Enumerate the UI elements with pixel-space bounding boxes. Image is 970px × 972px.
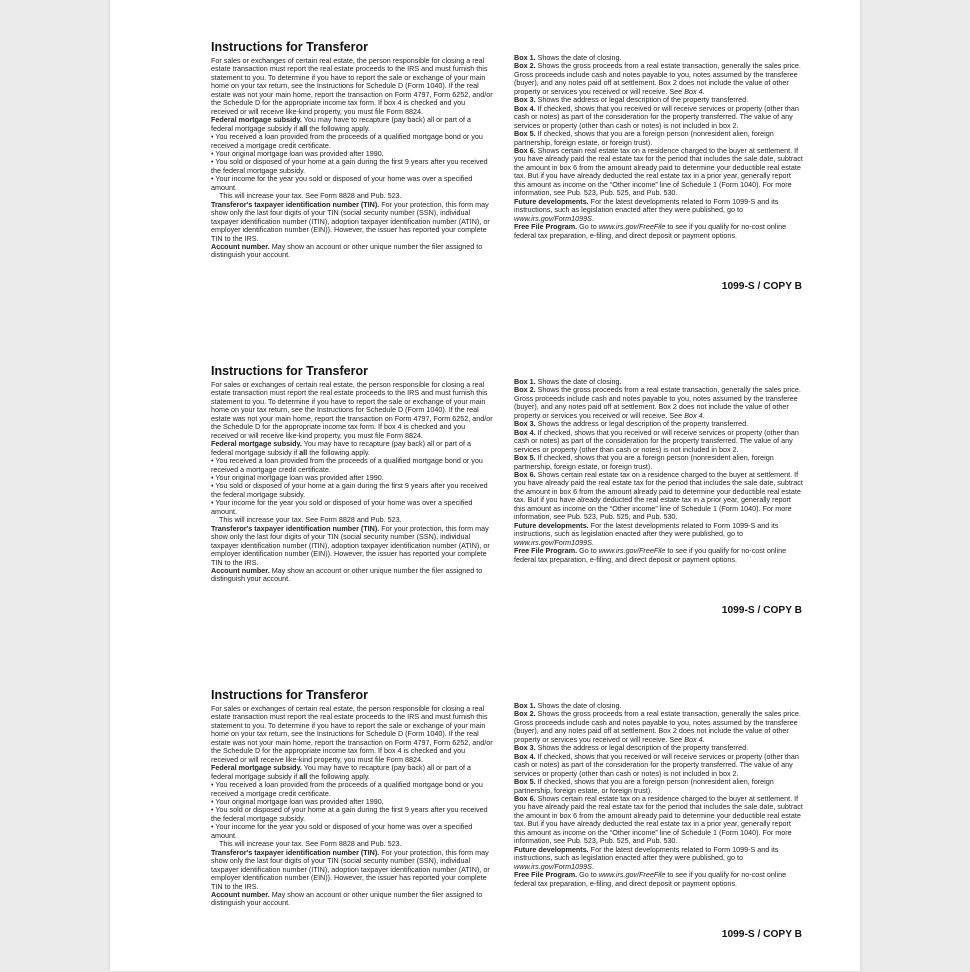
left-column (211, 688, 493, 908)
intro-paragraph: For sales or exchanges of certain real estate, the person responsible for closing a real estate transaction must report the real estate proceeds to the IRS and must furnish this statement to you. To determine if you have to report the sale or exchange of your main home on your tax return, see the Instructions for Schedule D (Form 1040). If the real estate was not your main home, report the transaction on Form 4797, Form 6252, and/or the Schedule D for the appropriate income tax form. If box 4 is checked and you received or will receive like-kind property, you must file Form 8824. (211, 380, 493, 440)
box-3-instruction: Box 3. Shows the address or legal description of the property transferred. (514, 95, 749, 105)
box-1-instruction: Box 1. Shows the date of closing. (514, 701, 622, 710)
future-developments: Future developments. For the latest developments related to Form 1099-S and its instructions, such as legislation enacted after they were published, go to www.irs.gov/Form1099S. (514, 520, 779, 547)
instructions-title: Instructions for Transferor (211, 40, 368, 54)
bullet-item: • You received a loan provided from the proceeds of a qualified mortgage bond or you received a mortgage credit certificate. (211, 132, 483, 150)
box-5-instruction: Box 5. If checked, shows that you are a foreign person (nonresident alien, foreign partnership, foreign estate, or foreign trust). (514, 777, 774, 795)
box-2-instruction: Box 2. Shows the gross proceeds from a real estate transaction, generally the sales price. Gross proceeds include cash and notes payable to you, notes assumed by the transferee (buyer), and any notes paid off at settlement. Box 2 does not include the value of other property or services you received or will receive. See Box 4. (514, 709, 801, 744)
left-column (211, 40, 493, 260)
copy-section (110, 0, 860, 324)
right-column (514, 54, 804, 240)
future-developments: Future developments. For the latest developments related to Form 1099-S and its instructions, such as legislation enacted after they were published, go to www.irs.gov/Form1099S. (514, 844, 779, 871)
bullet-item: • You sold or disposed of your home at a gain during the first 9 years after you received the federal mortgage subsidy. (211, 481, 488, 499)
bullet-item: • Your income for the year you sold or disposed of your home was over a specified amount. (211, 498, 473, 516)
bullet-item: • You received a loan provided from the proceeds of a qualified mortgage bond or you received a mortgage credit certificate. (211, 456, 483, 474)
box-2-instruction: Box 2. Shows the gross proceeds from a real estate transaction, generally the sales price. Gross proceeds include cash and notes payable to you, notes assumed by the transferee (buyer), and any notes paid off at settlement. Box 2 does not include the value of other property or services you received or will receive. See Box 4. (514, 385, 801, 420)
intro-paragraph: For sales or exchanges of certain real estate, the person responsible for closing a real estate transaction must report the real estate proceeds to the IRS and must furnish this statement to you. To determine if you have to report the sale or exchange of your main home on your tax return, see the Instructions for Schedule D (Form 1040). If the real estate was not your main home, report the transaction on Form 4797, Form 6252, and/or the Schedule D for the appropriate income tax form. If box 4 is checked and you received or will receive like-kind property, you must file Form 8824. (211, 704, 493, 764)
increase-tax-note: This will increase your tax. See Form 8828 and Pub. 523. (219, 839, 402, 849)
federal-mortgage-subsidy: Federal mortgage subsidy. You may have to recapture (pay back) all or part of a federal mortgage subsidy if all the following apply. (211, 763, 471, 781)
box-4-instruction: Box 4. If checked, shows that you received or will receive services or property (other than cash or notes) as part of the consideration for the property transferred. The value of any services or property (other than cash or notes) is not included in box 2. (514, 427, 799, 454)
box-6-instruction: Box 6. Shows certain real estate tax on a residence charged to the buyer at settlement. If you have already paid the real estate tax for the period that includes the sale date, subtract the amount in box 6 from the amount already paid to determine your deductible real estate tax. But if you have already deducted the real estate tax in a prior year, generally report this amount as income on the “Other income” line of Schedule 1 (Form 1040). For more information, see Pub. 523, Pub. 525, and Pub. 530. (514, 793, 803, 846)
box-5-instruction: Box 5. If checked, shows that you are a foreign person (nonresident alien, foreign partnership, foreign estate, or foreign trust). (514, 453, 774, 471)
right-column (514, 702, 804, 888)
box-3-instruction: Box 3. Shows the address or legal description of the property transferred. (514, 419, 749, 429)
box-5-instruction: Box 5. If checked, shows that you are a foreign person (nonresident alien, foreign partnership, foreign estate, or foreign trust). (514, 129, 774, 147)
bullet-item: • You sold or disposed of your home at a gain during the first 9 years after you received the federal mortgage subsidy. (211, 157, 488, 175)
copy-label: 1099-S / COPY B (721, 281, 802, 292)
instructions-title: Instructions for Transferor (211, 364, 368, 378)
account-number: Account number. May show an account or other unique number the filer assigned to distinguish your account. (211, 889, 483, 908)
account-number: Account number. May show an account or other unique number the filer assigned to distinguish your account. (211, 241, 483, 260)
right-column (514, 378, 804, 564)
increase-tax-note: This will increase your tax. See Form 8828 and Pub. 523. (219, 515, 402, 525)
box-4-instruction: Box 4. If checked, shows that you received or will receive services or property (other than cash or notes) as part of the consideration for the property transferred. The value of any services or property (other than cash or notes) is not included in box 2. (514, 751, 799, 778)
future-developments: Future developments. For the latest developments related to Form 1099-S and its instructions, such as legislation enacted after they were published, go to www.irs.gov/Form1099S. (514, 196, 779, 223)
box-2-instruction: Box 2. Shows the gross proceeds from a real estate transaction, generally the sales price. Gross proceeds include cash and notes payable to you, notes assumed by the transferee (buyer), and any notes paid off at settlement. Box 2 does not include the value of other property or services you received or will receive. See Box 4. (514, 61, 801, 96)
free-file-program: Free File Program. Go to www.irs.gov/FreeFile to see if you qualify for no-cost online federal tax preparation, e-filing, and direct deposit or payment options. (514, 222, 787, 240)
federal-mortgage-subsidy: Federal mortgage subsidy. You may have to recapture (pay back) all or part of a federal mortgage subsidy if all the following apply. (211, 439, 471, 457)
bullet-item: • You received a loan provided from the proceeds of a qualified mortgage bond or you received a mortgage credit certificate. (211, 780, 483, 798)
box-6-instruction: Box 6. Shows certain real estate tax on a residence charged to the buyer at settlement. If you have already paid the real estate tax for the period that includes the sale date, subtract the amount in box 6 from the amount already paid to determine your deductible real estate tax. But if you have already deducted the real estate tax in a prior year, generally report this amount as income on the “Other income” line of Schedule 1 (Form 1040). For more information, see Pub. 523, Pub. 525, and Pub. 530. (514, 469, 803, 522)
bullet-item: • Your income for the year you sold or disposed of your home was over a specified amount. (211, 174, 473, 192)
transferor-tin: Transferor's taxpayer identification number (TIN). For your protection, this form may show only the last four digits of your TIN (social security number (SSN), individual taxpayer identification number (ITIN), adoption taxpayer identification number (ATIN), or employer identification number (EIN)). However, the issuer has reported your complete TIN to the IRS. (211, 523, 490, 567)
box-4-instruction: Box 4. If checked, shows that you received or will receive services or property (other than cash or notes) as part of the consideration for the property transferred. The value of any services or property (other than cash or notes) is not included in box 2. (514, 103, 799, 130)
bullet-item: • Your original mortgage loan was provided after 1990. (211, 472, 384, 482)
bullet-item: • Your original mortgage loan was provided after 1990. (211, 796, 384, 806)
copy-label: 1099-S / COPY B (721, 605, 802, 616)
left-column (211, 364, 493, 584)
transferor-tin: Transferor's taxpayer identification number (TIN). For your protection, this form may show only the last four digits of your TIN (social security number (SSN), individual taxpayer identification number (ITIN), adoption taxpayer identification number (ATIN), or employer identification number (EIN)). However, the issuer has reported your complete TIN to the IRS. (211, 199, 490, 243)
box-6-instruction: Box 6. Shows certain real estate tax on a residence charged to the buyer at settlement. If you have already paid the real estate tax for the period that includes the sale date, subtract the amount in box 6 from the amount already paid to determine your deductible real estate tax. But if you have already deducted the real estate tax in a prior year, generally report this amount as income on the “Other income” line of Schedule 1 (Form 1040). For more information, see Pub. 523, Pub. 525, and Pub. 530. (514, 145, 803, 198)
account-number: Account number. May show an account or other unique number the filer assigned to distinguish your account. (211, 565, 483, 584)
bullet-item: • You sold or disposed of your home at a gain during the first 9 years after you received the federal mortgage subsidy. (211, 805, 488, 823)
transferor-tin: Transferor's taxpayer identification number (TIN). For your protection, this form may show only the last four digits of your TIN (social security number (SSN), individual taxpayer identification number (ITIN), adoption taxpayer identification number (ATIN), or employer identification number (EIN)). However, the issuer has reported your complete TIN to the IRS. (211, 847, 490, 891)
bullet-item: • Your income for the year you sold or disposed of your home was over a specified amount. (211, 822, 473, 840)
bullet-item: • Your original mortgage loan was provided after 1990. (211, 148, 384, 158)
box-1-instruction: Box 1. Shows the date of closing. (514, 377, 622, 386)
box-1-instruction: Box 1. Shows the date of closing. (514, 53, 622, 62)
instructions-title: Instructions for Transferor (211, 688, 368, 702)
copy-label: 1099-S / COPY B (721, 929, 802, 940)
form-sheet (110, 0, 860, 971)
copy-section (110, 648, 860, 972)
free-file-program: Free File Program. Go to www.irs.gov/FreeFile to see if you qualify for no-cost online federal tax preparation, e-filing, and direct deposit or payment options. (514, 546, 787, 564)
free-file-program: Free File Program. Go to www.irs.gov/FreeFile to see if you qualify for no-cost online federal tax preparation, e-filing, and direct deposit or payment options. (514, 870, 787, 888)
copy-section (110, 324, 860, 648)
increase-tax-note: This will increase your tax. See Form 8828 and Pub. 523. (219, 191, 402, 201)
box-3-instruction: Box 3. Shows the address or legal description of the property transferred. (514, 743, 749, 753)
intro-paragraph: For sales or exchanges of certain real estate, the person responsible for closing a real estate transaction must report the real estate proceeds to the IRS and must furnish this statement to you. To determine if you have to report the sale or exchange of your main home on your tax return, see the Instructions for Schedule D (Form 1040). If the real estate was not your main home, report the transaction on Form 4797, Form 6252, and/or the Schedule D for the appropriate income tax form. If box 4 is checked and you received or will receive like-kind property, you must file Form 8824. (211, 56, 493, 116)
federal-mortgage-subsidy: Federal mortgage subsidy. You may have to recapture (pay back) all or part of a federal mortgage subsidy if all the following apply. (211, 115, 471, 133)
